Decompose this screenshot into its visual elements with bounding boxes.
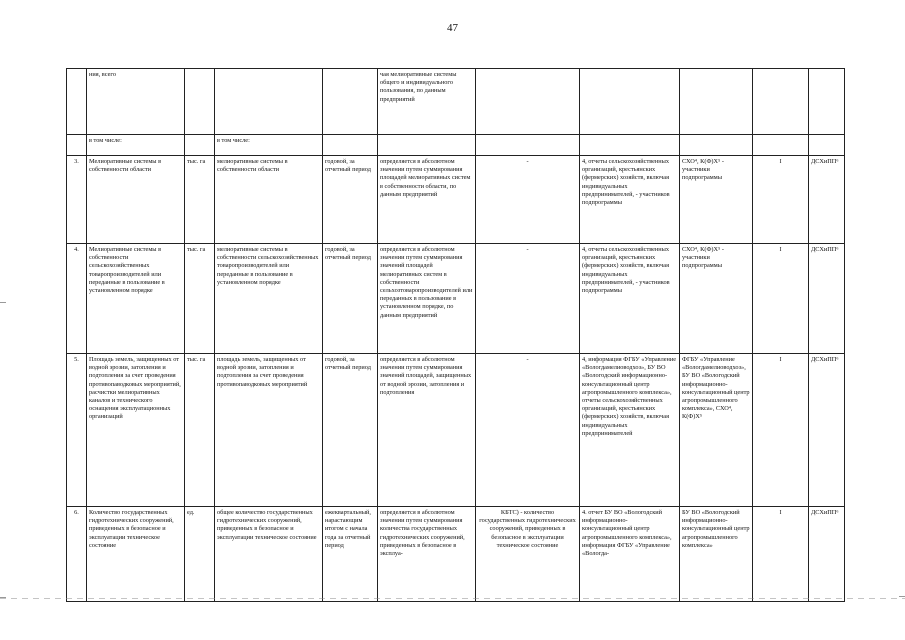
cell-source: 4, отчеты сельскохозяйственных организаций, крестьянских (фермерских) хозяйств, включая индивидуальных предпринимателей, - участников подпрограммы [580,244,680,354]
cell-source: 4. отчет БУ ВО «Вологодский информационно-консультационный центр агропромышленного комплекса», информация ФГБУ «Управление «Вологда- [580,507,680,602]
cell-unit: тыс. га [185,156,215,244]
cell-source: 4, информация ФГБУ «Управление «Вологдамелиоводхоз», БУ ВО «Вологодский информационно-консультационный центр агропромышленного комплекса», отчеты сельскохозяйственных организаций, крестьянских (фермерских) хозяйств, включая индивидуальных предпринимателей [580,354,680,507]
table-row [67,156,845,244]
cell-indicators: - [476,354,580,507]
cell-periodicity [323,69,378,135]
cell-sort [753,69,809,135]
cell-sort: I [753,507,809,602]
cell-indicators [476,135,580,156]
cell-source [580,69,680,135]
cell-sort [753,135,809,156]
cell-method: чая мелиоративные системы общего и индивидуального пользования, по данным предприятий [378,69,476,135]
cell-name: Мелиоративные системы в собственности сельскохозяйственных товаропроизводителей или переданные в пользование в установленном порядке [87,244,185,354]
cell-responsible: ДСХиПП⁶ [809,507,845,602]
table-row [67,354,845,507]
cell-periodicity: годовой, за отчетный период [323,156,378,244]
cell-definition: в том числе: [215,135,323,156]
cell-responsible [809,69,845,135]
indicators-table [66,68,845,602]
cell-definition: мелиоративные системы в собственности области [215,156,323,244]
cell-responsible [809,135,845,156]
cell-source [580,135,680,156]
cell-definition: общее количество государственных гидротехнических сооружений, приведенных в безопасное и эксплуатации техническое состояние [215,507,323,602]
cell-num: 3. [67,156,87,244]
table-row [67,135,845,156]
table-row [67,69,845,135]
cell-periodicity: годовой, за отчетный период [323,244,378,354]
cell-unit: ед. [185,507,215,602]
cell-periodicity: ежеквартальный, нарастающим итогом с начала года за отчетный период [323,507,378,602]
cell-periodicity: годовой, за отчетный период [323,354,378,507]
cell-num: 5. [67,354,87,507]
cell-definition [215,69,323,135]
cell-indicators: - [476,244,580,354]
cell-num: 4. [67,244,87,354]
cell-indicators [476,69,580,135]
cell-definition: площадь земель, защищенных от водной эрозии, затопления и подтопления за счет проведения противопаводковых мероприятий [215,354,323,507]
cell-collector [680,69,753,135]
cell-name: Количество государственных гидротехнических сооружений, приведенных в безопасное и эксплуатации техническое состояние [87,507,185,602]
cell-method [378,135,476,156]
table-row [67,244,845,354]
cell-num: 6. [67,507,87,602]
scan-mark-right-bottom [899,596,905,597]
cell-definition: мелиоративные системы в собственности сельскохозяйственных товаропроизводителей или переданные в пользование в установленном порядке [215,244,323,354]
cell-name: Мелиоративные системы в собственности области [87,156,185,244]
cell-name: ния, всего [87,69,185,135]
table-row [67,507,845,602]
cell-responsible: ДСХиПП⁶ [809,156,845,244]
cell-unit [185,135,215,156]
cell-indicators: - [476,156,580,244]
cell-collector: СХО⁴, К(Ф)Х⁵ - участники подпрограммы [680,244,753,354]
cell-method: определяется в абсолютном значении путем суммирования значений площадей мелиоративных систем в собственности сельхозтоваропроизводителей или переданных в пользование в установленном порядке, по данным предприятий [378,244,476,354]
cell-collector [680,135,753,156]
cell-sort: I [753,244,809,354]
scan-mark-left-bottom [0,597,6,598]
table-body [67,69,845,602]
cell-name: Площадь земель, защищенных от водной эрозии, затопления и подтопления за счет проведения противопаводковых мероприятий, расчистки мелиоративных каналов и технического оснащения эксплуатационных организаций [87,354,185,507]
cell-method: определяется в абсолютном значении путем суммирования значений площадей, защищенных от водной эрозии, затопления и подтопления [378,354,476,507]
scan-mark-left [0,302,6,303]
cell-source: 4, отчеты сельскохозяйственных организаций, крестьянских (фермерских) хозяйств, включая индивидуальных предпринимателей, - участников подпрограммы [580,156,680,244]
cell-num [67,135,87,156]
cell-indicators: КБТС) - количество государственных гидротехнических сооружений, приведенных в безопасное в эксплуатации техническое состояние [476,507,580,602]
cell-num [67,69,87,135]
cell-sort: I [753,156,809,244]
cell-method: определяется в абсолютном значении путем суммирования площадей мелиоративных систем в собственности области, по данным предприятий [378,156,476,244]
page-number: 47 [447,22,458,34]
cell-name: в том числе: [87,135,185,156]
cell-unit [185,69,215,135]
cell-collector: БУ ВО «Вологодский информационно-консультационный центр агропромышленного комплекса» [680,507,753,602]
cell-sort: I [753,354,809,507]
cell-unit: тыс. га [185,354,215,507]
cell-collector: ФГБУ «Управление «Вологдамелиоводхоз», БУ ВО «Вологодский информационно-консультационный центр агропромышленного комплекса», СХО⁴, К(Ф)Х⁵ [680,354,753,507]
page-edge-line [0,598,905,599]
cell-collector: СХО⁴, К(Ф)Х⁵ - участники подпрограммы [680,156,753,244]
cell-method: определяется в абсолютном значении путем суммирования количества государственных гидротехнических сооружений, приведенных в безопасное в эксплуа- [378,507,476,602]
cell-responsible: ДСХиПП⁶ [809,354,845,507]
cell-periodicity [323,135,378,156]
cell-unit: тыс. га [185,244,215,354]
cell-responsible: ДСХиПП⁶ [809,244,845,354]
